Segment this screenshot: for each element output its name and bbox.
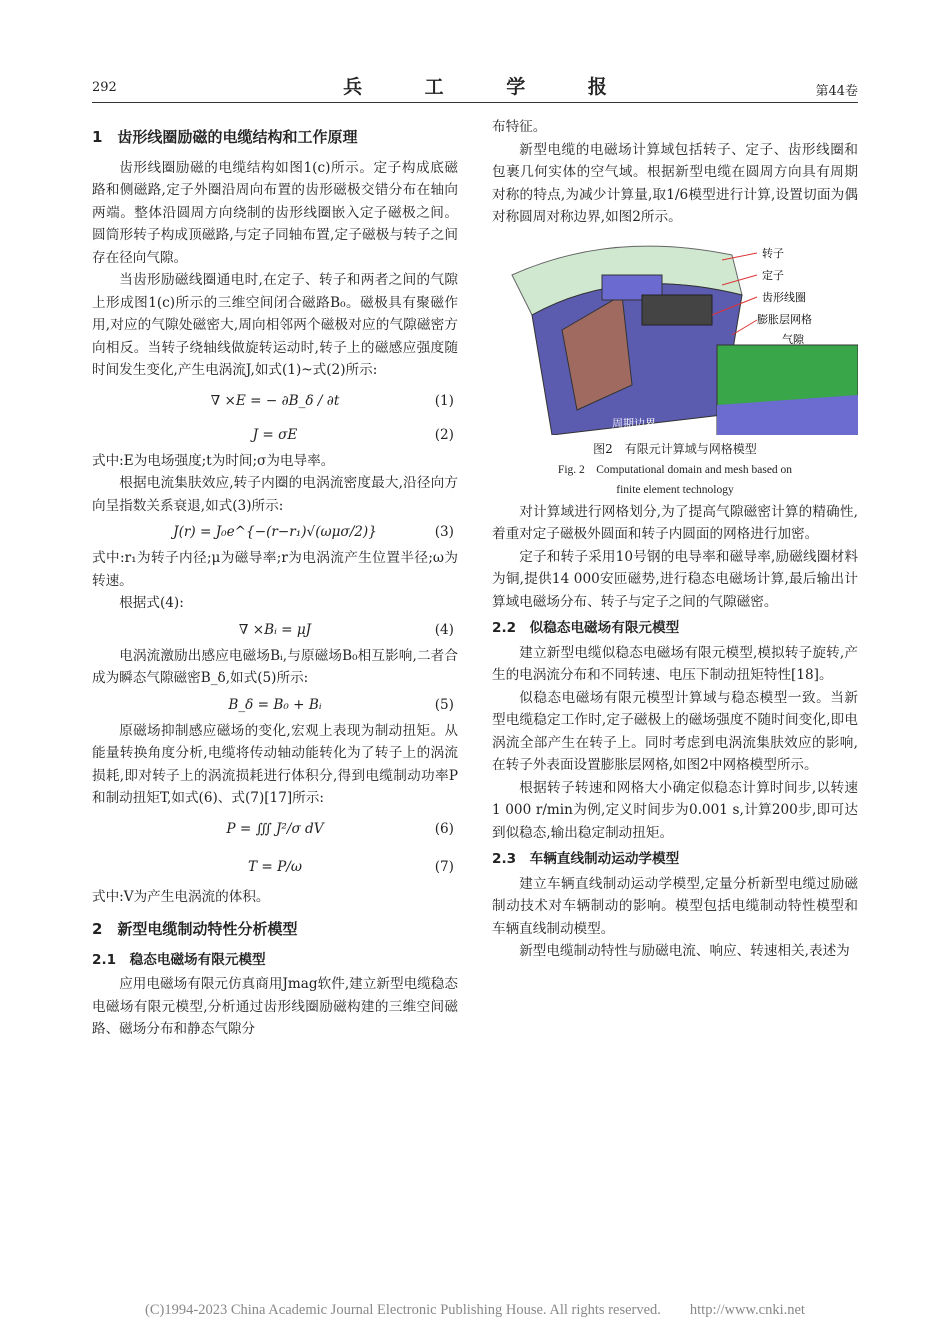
equation-6 xyxy=(92,810,458,848)
paragraph: 式中:r₁为转子内径;μ为磁导率;r为电涡流产生位置半径;ω为转速。 xyxy=(92,550,458,589)
page-number: 292 xyxy=(92,80,117,95)
equation-1 xyxy=(92,382,458,420)
paragraph: 当齿形励磁线圈通电时,在定子、转子和两者之间的气隙上形成图1(c)所示的三维空间闭合磁路B₀。磁极具有聚磁作用,对应的气隙处磁密大,周向相邻两个磁极对应的气隙磁密方向相反。当转子绕轴线做旋转运动时,转子上的磁感应强度随时间发生变化,产生电涡流J,如式(1)~式(2)所示: xyxy=(92,272,458,378)
equation-2 xyxy=(92,420,458,450)
paragraph: 新型电缆制动特性与励磁电流、响应、转速相关,表述为 xyxy=(519,943,850,959)
equation-text: P = ∭ J²/σ dV xyxy=(226,820,324,837)
paragraph: 建立车辆直线制动运动学模型,定量分析新型电缆过励磁制动技术对车辆制动的影响。模型包括电缆制动特性模型和车辆直线制动模型。 xyxy=(492,875,858,937)
equation-number: (1) xyxy=(434,392,454,409)
paragraph: 式中:E为电场强度;t为时间;σ为电导率。 xyxy=(92,452,335,469)
paragraph: 根据式(4): xyxy=(119,595,184,611)
label-stator: 定子 xyxy=(762,268,784,282)
fem-model-illustration xyxy=(492,235,858,435)
equation-number: (4) xyxy=(434,621,454,638)
journal-title: 兵 工 学 报 xyxy=(343,76,635,98)
paragraph: 式中:V为产生电涡流的体积。 xyxy=(92,888,270,905)
paragraph: 根据转子转速和网格大小确定似稳态计算时间步,以转速1 000 r/min为例,定义时间步为0.001 s,计算200步,即可达到似稳态,输出稳定制动扭矩。 xyxy=(492,779,858,841)
figure-2 xyxy=(492,235,858,435)
equation-number: (3) xyxy=(434,524,454,540)
paragraph: 电涡流激励出感应电磁场Bᵢ,与原磁场B₀相互影响,二者合成为瞬态气隙磁密B_δ,如式(5)所示: xyxy=(92,647,458,686)
left-column xyxy=(92,116,458,1041)
equation-text: B_δ = B₀ + Bᵢ xyxy=(228,696,322,713)
equation-4 xyxy=(92,615,458,645)
paragraph: 布特征。 xyxy=(492,119,547,135)
label-rotor: 转子 xyxy=(762,246,784,260)
equation-number: (2) xyxy=(434,426,454,443)
equation-text: T = P/ω xyxy=(248,858,302,875)
section-2-1-title: 2.1 稳态电磁场有限元模型 xyxy=(92,951,266,968)
paragraph: 应用电磁场有限元仿真商用Jmag软件,建立新型电缆稳态电磁场有限元模型,分析通过齿形线圈励磁构建的三维空间磁路、磁场分布和静态气隙分 xyxy=(92,976,458,1037)
label-boundary: 周期边界 xyxy=(612,416,656,430)
paragraph: 新型电缆的电磁场计算域包括转子、定子、齿形线圈和包裹几何实体的空气域。根据新型电缆在圆周方向具有周期对称的特点,为减少计算量,取1/6模型进行计算,设置切面为偶对称圆周对称边界,如图2所示。 xyxy=(492,141,858,225)
paragraph: 对计算域进行网格划分,为了提高气隙磁密计算的精确性,着重对定子磁极外圆面和转子内圆面的网格进行加密。 xyxy=(492,503,858,542)
label-gap: 气隙 xyxy=(782,332,804,346)
volume-label: 第44卷 xyxy=(815,84,858,99)
section-2-title: 2 新型电缆制动特性分析模型 xyxy=(92,920,298,938)
paragraph: 原磁场抑制感应磁场的变化,宏观上表现为制动扭矩。从能量转换角度分析,电缆将传动轴动能转化为了转子上的涡流损耗,即对转子上的涡流损耗进行体积分,得到电缆制动功率P和制动扭矩T,如式(6)、式(7)[17]所示: xyxy=(92,722,458,806)
equation-3 xyxy=(92,517,458,547)
equation-text: ∇ ×Bᵢ = μJ xyxy=(238,621,312,638)
label-mesh: 膨胀层网格 xyxy=(757,312,812,326)
equation-text: ∇ ×E = − ∂B_δ / ∂t xyxy=(210,392,340,409)
coil-top-shape xyxy=(642,295,712,325)
paragraph: 建立新型电缆似稳态电磁场有限元模型,模拟转子旋转,产生的电涡流分布和不同转速、电压下制动扭矩特性[18]。 xyxy=(492,644,858,683)
right-column xyxy=(492,116,858,963)
equation-7 xyxy=(92,848,458,886)
equation-number: (7) xyxy=(434,858,454,875)
label-coil: 齿形线圈 xyxy=(762,290,806,304)
section-2-2-title: 2.2 似稳态电磁场有限元模型 xyxy=(492,620,680,636)
paragraph: 定子和转子采用10号钢的电导率和磁导率,励磁线圈材料为铜,提供14 000安匝磁势,进行稳态电磁场计算,最后输出计算域电磁场分布、转子与定子之间的气隙磁密。 xyxy=(492,548,858,610)
section-2-3-title: 2.3 车辆直线制动运动学模型 xyxy=(492,851,680,867)
paragraph: 齿形线圈励磁的电缆结构如图1(c)所示。定子构成底磁路和侧磁路,定子外圈沿周向布置的齿形磁极交错分布在轴向两端。整体沿圆周方向绕制的齿形线圈嵌入定子磁极之间。圆筒形转子构成顶磁路,与定子同轴布置,定子磁极与转子之间存在径向气隙。 xyxy=(92,159,458,266)
equation-number: (5) xyxy=(434,696,454,713)
figure-caption-en-1: Fig. 2 Computational domain and mesh based on xyxy=(557,463,793,476)
page-header xyxy=(92,72,858,103)
paragraph: 似稳态电磁场有限元模型计算域与稳态模型一致。当新型电缆稳定工作时,定子磁极上的磁场强度不随时间变化,即电涡流全部产生在转子上。同时考虑到电涡流集肤效应的影响,在转子外表面设置膨胀层网格,如图2中网格模型所示。 xyxy=(492,689,858,773)
equation-text: J(r) = J₀e^{−(r−r₁)√(ωμσ/2)} xyxy=(173,524,377,540)
figure-caption-en-2: finite element technology xyxy=(616,483,734,496)
section-1-title: 1 齿形线圈励磁的电缆结构和工作原理 xyxy=(92,128,358,146)
equation-number: (6) xyxy=(434,820,454,837)
paragraph: 根据电流集肤效应,转子内圈的电涡流密度最大,沿径向方向呈指数关系衰退,如式(3)所示: xyxy=(92,475,458,514)
copyright-footer: (C)1994-2023 China Academic Journal Electronic Publishing House. All rights reserved. http://www.cnki.net xyxy=(145,1302,805,1318)
figure-caption-cn: 图2 有限元计算域与网格模型 xyxy=(593,441,757,456)
equation-5 xyxy=(92,690,458,720)
equation-text: J = σE xyxy=(252,426,298,443)
